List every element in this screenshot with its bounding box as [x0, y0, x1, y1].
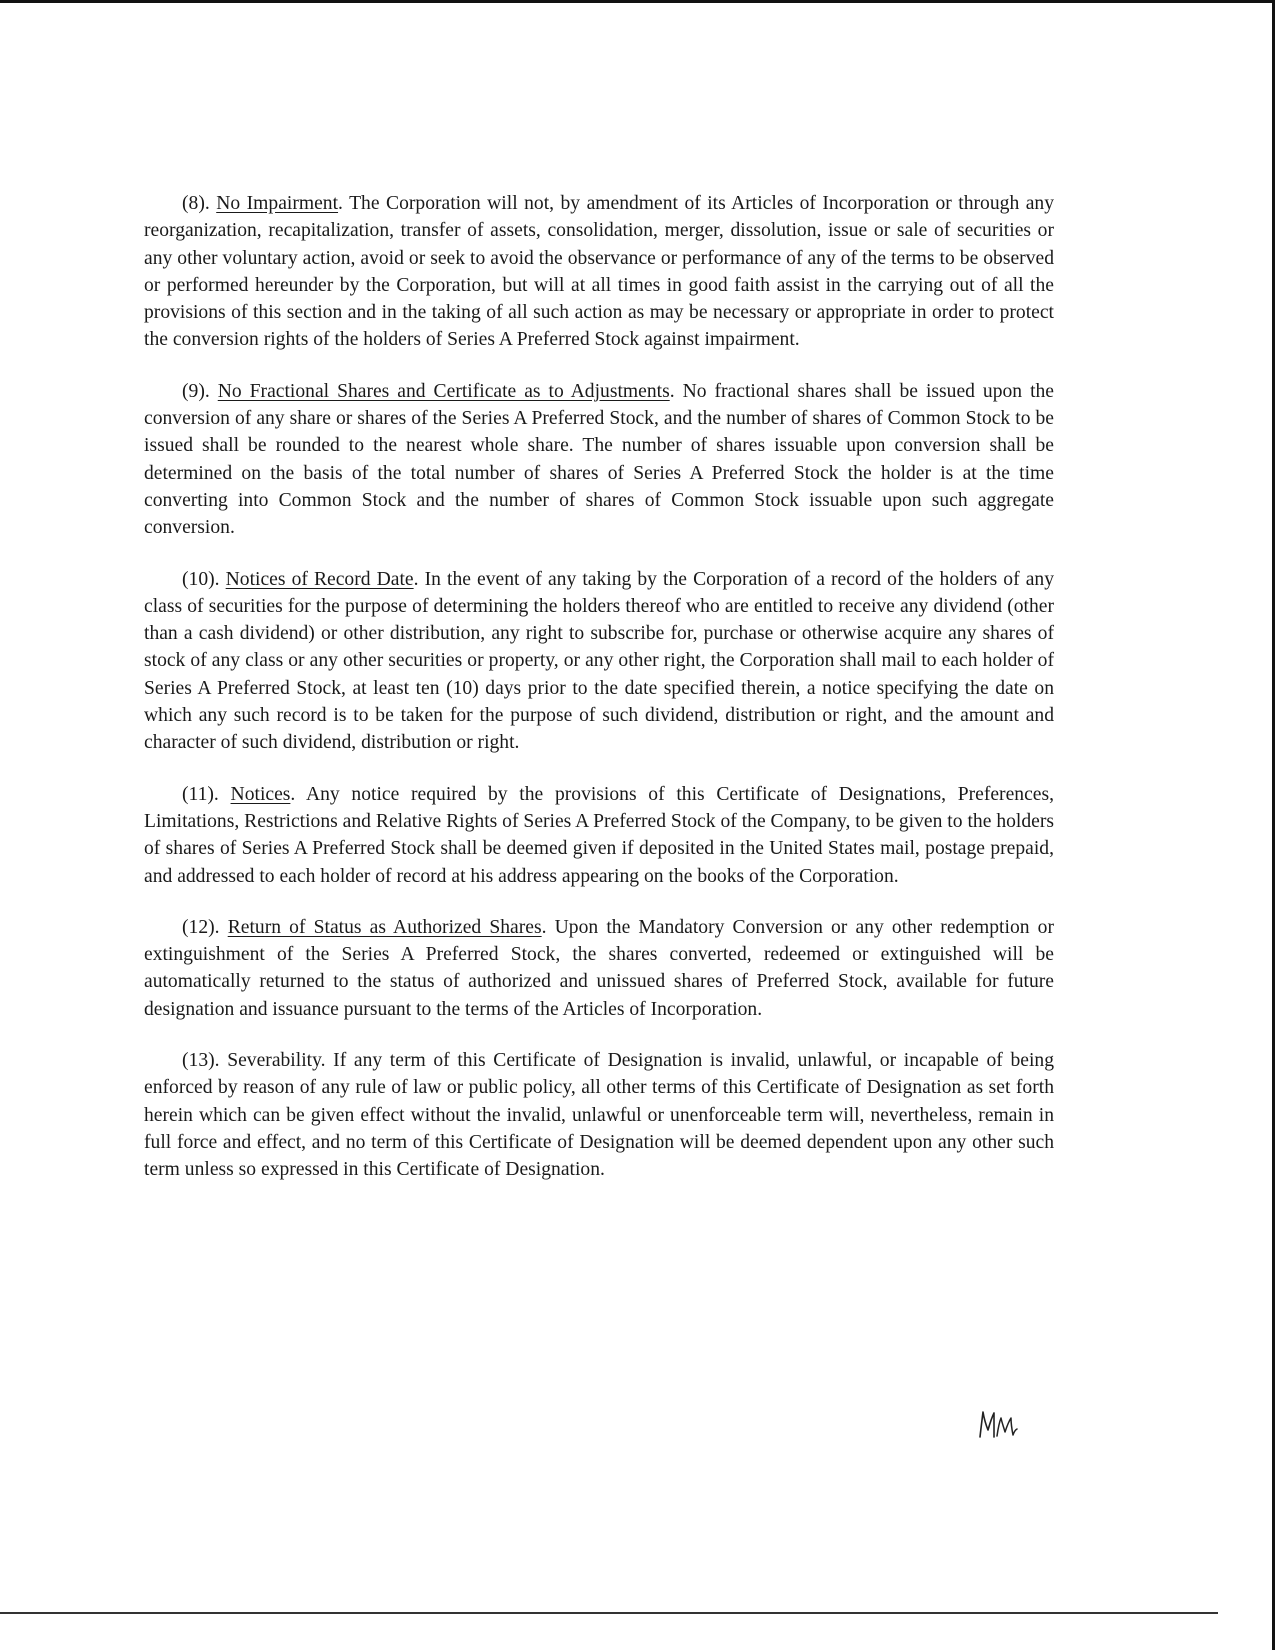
paragraph-no-impairment: [144, 190, 1054, 354]
heading-period: .: [541, 916, 547, 938]
paragraph-text: In the event of any taking by the Corporation of a record of the holders of any class of securities for the purpose of determining the holders thereof who are entitled to receive any dividend (other than a cash dividend) or other distribution, any right to subscribe for, purchase or otherwise acquire any shares of stock of any class or any other securities or property, or any other right, the Corporation shall mail to each holder of Series A Preferred Stock, at least ten (10) days prior to the date specified therein, a notice specifying the date on which any such record is to be taken for the purpose of such dividend, distribution or right, and the amount and character of such dividend, distribution or right.: [144, 568, 1054, 754]
paragraph-number: (8).: [182, 193, 210, 214]
paragraph-heading: Notices of Record Date: [225, 568, 414, 590]
paragraph-heading: Severability.: [227, 1050, 326, 1072]
paragraph-heading: No Impairment: [216, 193, 339, 214]
paragraph-number: (9).: [182, 380, 210, 402]
paragraph-text: If any term of this Certificate of Designation is invalid, unlawful, or incapable of being enforced by reason of any rule of law or public policy, all other terms of this Certificate of Designation as set forth herein which can be given effect without the invalid, unlawful or unenforceable term will, nevertheless, remain in full force and effect, and no term of this Certificate of Designation will be deemed dependent upon any other such term unless so expressed in this Certificate of Designation.: [144, 1050, 1054, 1181]
paragraph-text: Upon the Mandatory Conversion or any other redemption or extinguishment of the Series A Preferred Stock, the shares converted, redeemed or extinguished will be automatically returned to the status of authorized and unissued shares of Preferred Stock, available for future designation and issuance pursuant to the terms of the Articles of Incorporation.: [144, 916, 1055, 1020]
paragraph-severability: [144, 1047, 1054, 1183]
paragraph-number: (13).: [182, 1050, 220, 1072]
paragraph-heading: Notices: [230, 783, 291, 805]
initials-signature-icon: [976, 1408, 1022, 1440]
scan-edge-top: [0, 0, 1275, 3]
heading-period: .: [290, 783, 296, 805]
paragraph-number: (10).: [182, 568, 220, 590]
document-body: [144, 190, 1054, 1208]
paragraph-number: (11).: [182, 783, 219, 805]
paragraph-no-fractional-shares: [144, 378, 1054, 542]
paragraph-number: (12).: [182, 916, 220, 938]
bottom-rule: [0, 1612, 1218, 1614]
paragraph-heading: Return of Status as Authorized Shares: [227, 916, 542, 938]
paragraph-notices: [144, 781, 1054, 890]
handwritten-initials: [976, 1408, 1022, 1440]
paragraph-text: No fractional shares shall be issued upon the conversion of any share or shares of the Series A Preferred Stock, and the number of shares of Common Stock to be issued shall be rounded to the nearest whole share. The number of shares issuable upon conversion shall be determined on the basis of the total number of shares of Series A Preferred Stock the holder is at the time converting into Common Stock and the number of shares of Common Stock issuable upon such aggregate conversion.: [144, 380, 1055, 539]
heading-period: .: [338, 193, 343, 214]
heading-period: .: [413, 568, 419, 590]
paragraph-notices-of-record-date: [144, 566, 1054, 757]
heading-period: .: [669, 380, 675, 402]
paragraph-return-of-status: [144, 914, 1054, 1023]
paragraph-text: Any notice required by the provisions of this Certificate of Designations, Preferences, Limitations, Restrictions and Relative Rights of Series A Preferred Stock of the Company, to be given to the holders of shares of Series A Preferred Stock shall be deemed given if deposited in the United States mail, postage prepaid, and addressed to each holder of record at his address appearing on the books of the Corporation.: [144, 783, 1054, 887]
paragraph-text: The Corporation will not, by amendment of its Articles of Incorporation or through any reorganization, recapitalization, transfer of assets, consolidation, merger, dissolution, issue or sale of securities or any other voluntary action, avoid or seek to avoid the observance or performance of any of the terms to be observed or performed hereunder by the Corporation, but will at all times in good faith assist in the carrying out of all the provisions of this section and in the taking of all such action as may be necessary or appropriate in order to protect the conversion rights of the holders of Series A Preferred Stock against impairment.: [144, 193, 1055, 351]
paragraph-heading: No Fractional Shares and Certificate as to Adjustments: [217, 380, 670, 402]
